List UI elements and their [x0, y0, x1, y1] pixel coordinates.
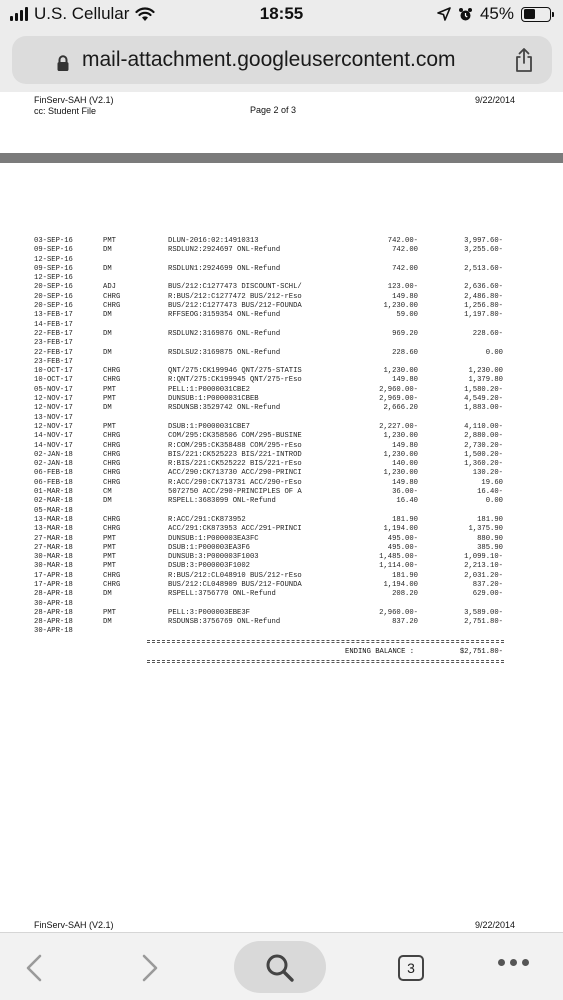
table-row	[0, 525, 563, 534]
row-type: CHRG	[103, 441, 121, 450]
battery-icon	[521, 7, 551, 22]
row-amount: 1,194.00	[383, 580, 418, 589]
table-row	[0, 535, 563, 544]
row-balance: 1,197.80-	[464, 311, 503, 320]
row-date: 22-FEB-17	[34, 329, 73, 338]
row-amount: 1,485.00-	[379, 553, 418, 562]
table-row	[0, 581, 563, 590]
double-rule-top	[147, 640, 504, 641]
row-balance: 1,375.90	[468, 525, 503, 534]
row-balance: 1,256.80-	[464, 302, 503, 311]
table-row	[0, 321, 563, 330]
row-date: 05-MAR-18	[34, 506, 73, 515]
row-date: 20-SEP-16	[34, 283, 73, 292]
alarm-icon	[458, 7, 473, 22]
table-row	[0, 553, 563, 562]
row-balance: 1,360.20-	[464, 460, 503, 469]
table-row	[0, 302, 563, 311]
table-row	[0, 590, 563, 599]
battery-level	[524, 9, 535, 19]
row-balance: 2,751.80-	[464, 618, 503, 627]
doc-app-name: FinServ-SAH (V2.1)	[34, 95, 114, 105]
row-balance: 1,230.00	[468, 367, 503, 376]
table-row	[0, 479, 563, 488]
table-row	[0, 330, 563, 339]
row-description: R:BUS/212:C1277472 BUS/212-rEso	[168, 292, 302, 301]
row-balance: 19.60	[481, 478, 503, 487]
row-description: RSDLUN2:2924697 ONL-Refund	[168, 246, 281, 255]
table-row	[0, 460, 563, 469]
row-amount: 742.00	[392, 246, 418, 255]
status-right	[437, 4, 551, 24]
row-date: 30-MAR-18	[34, 553, 73, 562]
doc-footer-app-name: FinServ-SAH (V2.1)	[34, 920, 114, 930]
double-rule-top-2	[147, 642, 504, 643]
row-amount: 742.00	[392, 264, 418, 273]
row-description: DUNSUB:1:P0000031CBEB	[168, 395, 259, 404]
row-description: DLUN-2016:02:14910313	[168, 237, 259, 245]
row-amount: 2,969.00-	[379, 395, 418, 404]
doc-page-number: Page 2 of 3	[250, 105, 297, 115]
double-rule-bottom-2	[147, 662, 504, 663]
row-amount: 123.00-	[387, 283, 418, 292]
row-type: DM	[103, 264, 112, 273]
row-description: BUS/212:CL048909 BUS/212-FOUNDA	[168, 580, 302, 589]
row-type: PMT	[103, 395, 116, 404]
row-type: PMT	[103, 237, 116, 245]
row-amount: 149.80	[392, 376, 418, 385]
pdf-document[interactable]	[0, 92, 563, 932]
doc-date: 9/22/2014	[474, 95, 515, 105]
row-date: 12-SEP-16	[34, 255, 73, 264]
location-arrow-icon	[437, 7, 451, 21]
row-date: 09-SEP-16	[34, 264, 73, 273]
row-balance: 130.20-	[472, 469, 503, 478]
row-description: BIS/221:CK525223 BIS/221-INTROD	[168, 450, 302, 459]
row-amount: 181.90	[392, 571, 418, 580]
row-balance: 2,213.10-	[464, 562, 503, 571]
row-type: DM	[103, 497, 112, 506]
row-balance: 2,636.60-	[464, 283, 503, 292]
row-date: 17-APR-18	[34, 580, 73, 589]
row-balance: 1,099.10-	[464, 553, 503, 562]
chevron-left-icon[interactable]	[22, 953, 48, 983]
row-amount: 149.80	[392, 292, 418, 301]
row-date: 23-FEB-17	[34, 357, 73, 366]
row-date: 27-MAR-18	[34, 534, 73, 543]
row-date: 09-SEP-16	[34, 246, 73, 255]
row-amount: 228.60	[392, 348, 418, 357]
row-type: DM	[103, 329, 112, 338]
row-date: 20-SEP-16	[34, 292, 73, 301]
table-row	[0, 507, 563, 516]
row-type: PMT	[103, 422, 116, 431]
row-description: RSDLUN1:2924699 ONL-Refund	[168, 264, 281, 273]
tabs-button[interactable]: 3	[398, 955, 424, 981]
row-type: DM	[103, 618, 112, 627]
row-amount: 1,230.00	[383, 367, 418, 376]
row-description: PELL:1:P0000031CBE2	[168, 385, 250, 394]
table-row	[0, 600, 563, 609]
row-amount: 208.20	[392, 590, 418, 599]
row-description: R:ACC/290:CK713731 ACC/290-rEso	[168, 478, 302, 487]
row-type: PMT	[103, 534, 116, 543]
row-balance: 228.60-	[472, 329, 503, 338]
row-date: 01-MAR-18	[34, 488, 73, 497]
row-amount: 181.90	[392, 515, 418, 524]
row-amount: 2,666.20	[383, 404, 418, 413]
battery-percent: 45%	[479, 4, 514, 23]
address-bar[interactable]	[12, 36, 552, 84]
table-row	[0, 488, 563, 497]
row-balance: 0.00	[485, 497, 503, 506]
ending-balance-label: ENDING BALANCE :	[345, 648, 415, 656]
row-description: COM/295:CK358506 COM/295-BUSINE	[168, 432, 302, 441]
row-description: R:BUS/212:CL048910 BUS/212-rEso	[168, 571, 302, 580]
table-row	[0, 376, 563, 385]
table-row	[0, 283, 563, 292]
row-amount: 36.00-	[392, 488, 418, 497]
row-description: RSPELL:3683099 ONL-Refund	[168, 497, 276, 506]
row-date: 05-NOV-17	[34, 385, 73, 394]
search-button[interactable]	[234, 941, 326, 993]
share-icon[interactable]	[514, 47, 534, 73]
row-date: 30-MAR-18	[34, 562, 73, 571]
row-date: 13-MAR-18	[34, 515, 73, 524]
row-balance: 16.40-	[477, 488, 503, 497]
row-description: R:QNT/275:CK199945 QNT/275-rEso	[168, 376, 302, 385]
table-row	[0, 367, 563, 376]
row-balance: 2,730.20-	[464, 441, 503, 450]
row-description: DUNSUB:3:P000003F1003	[168, 553, 259, 562]
table-row	[0, 293, 563, 302]
url-text[interactable]: mail-attachment.googleusercontent.com	[82, 48, 456, 71]
row-date: 10-OCT-17	[34, 376, 73, 385]
row-date: 30-APR-18	[34, 627, 73, 636]
row-balance: 1,500.20-	[464, 450, 503, 459]
lock-icon	[56, 55, 70, 72]
row-date: 12-NOV-17	[34, 395, 73, 404]
row-date: 13-MAR-18	[34, 525, 73, 534]
table-row	[0, 358, 563, 367]
row-description: 5072750 ACC/290-PRINCIPLES OF A	[168, 488, 302, 497]
row-description: DUNSUB:1:P000003EA3FC	[168, 534, 259, 543]
row-amount: 742.00-	[387, 237, 418, 245]
row-date: 10-OCT-17	[34, 367, 73, 376]
table-row	[0, 246, 563, 255]
table-row	[0, 386, 563, 395]
transaction-table	[0, 237, 563, 637]
row-description: RSDLUN2:3169876 ONL-Refund	[168, 329, 281, 338]
row-amount: 140.00	[392, 460, 418, 469]
browser-address-area	[0, 30, 563, 92]
row-amount: 59.00	[396, 311, 418, 320]
table-row	[0, 544, 563, 553]
row-type: DM	[103, 246, 112, 255]
ending-balance-value: $2,751.80-	[459, 648, 503, 656]
status-bar	[0, 0, 563, 30]
row-type: CHRG	[103, 460, 121, 469]
row-description: RSPELL:3756770 ONL-Refund	[168, 590, 276, 599]
row-balance: 880.90	[477, 534, 503, 543]
row-amount: 2,960.00-	[379, 385, 418, 394]
row-amount: 837.20	[392, 618, 418, 627]
row-amount: 1,230.00	[383, 432, 418, 441]
row-amount: 495.00-	[387, 534, 418, 543]
row-amount: 2,227.00-	[379, 422, 418, 431]
table-row	[0, 256, 563, 265]
row-description: DSUB:3:P000003F1002	[168, 562, 250, 571]
row-date: 13-NOV-17	[34, 413, 73, 422]
row-description: RSDLSU2:3169875 ONL-Refund	[168, 348, 281, 357]
doc-footer-date: 9/22/2014	[474, 920, 515, 930]
table-row	[0, 237, 563, 246]
row-description: R:BIS/221:CK525222 BIS/221-rEso	[168, 460, 302, 469]
doc-cc: cc: Student File	[34, 106, 97, 116]
row-type: DM	[103, 348, 112, 357]
search-icon	[264, 952, 296, 984]
row-date: 02-JAN-18	[34, 460, 73, 469]
row-description: BUS/212:C1277473 DISCOUNT-SCHL/	[168, 283, 302, 292]
row-amount: 1,230.00	[383, 469, 418, 478]
table-row	[0, 627, 563, 636]
table-row	[0, 497, 563, 506]
row-amount: 495.00-	[387, 543, 418, 552]
row-type: CHRG	[103, 525, 121, 534]
row-date: 14-FEB-17	[34, 320, 73, 329]
row-amount: 2,960.00-	[379, 608, 418, 617]
row-date: 17-APR-18	[34, 571, 73, 580]
row-balance: 3,255.60-	[464, 246, 503, 255]
row-type: DM	[103, 311, 112, 320]
row-type: ADJ	[103, 283, 116, 292]
row-date: 12-SEP-16	[34, 274, 73, 283]
row-balance: 4,110.00-	[464, 422, 503, 431]
table-row	[0, 274, 563, 283]
row-balance: 0.00	[485, 348, 503, 357]
row-balance: 3,589.00-	[464, 608, 503, 617]
table-row	[0, 562, 563, 571]
row-balance: 837.20-	[472, 580, 503, 589]
row-date: 27-MAR-18	[34, 543, 73, 552]
row-date: 12-NOV-17	[34, 404, 73, 413]
row-type: DM	[103, 590, 112, 599]
row-date: 14-NOV-17	[34, 432, 73, 441]
row-type: PMT	[103, 385, 116, 394]
browser-toolbar	[0, 932, 563, 1000]
row-date: 28-APR-18	[34, 590, 73, 599]
row-balance: 1,883.00-	[464, 404, 503, 413]
table-row	[0, 395, 563, 404]
row-type: CHRG	[103, 571, 121, 580]
row-type: CHRG	[103, 376, 121, 385]
row-type: CHRG	[103, 302, 121, 311]
row-date: 06-FEB-18	[34, 478, 73, 487]
row-balance: 2,513.60-	[464, 264, 503, 273]
chevron-right-icon[interactable]	[136, 953, 162, 983]
table-row	[0, 414, 563, 423]
row-amount: 16.40	[396, 497, 418, 506]
row-description: RFFSEOG:3159354 ONL-Refund	[168, 311, 281, 320]
more-dots-icon[interactable]	[498, 959, 529, 966]
table-row	[0, 618, 563, 627]
row-balance: 1,580.20-	[464, 385, 503, 394]
row-amount: 149.80	[392, 478, 418, 487]
table-row	[0, 349, 563, 358]
row-date: 14-NOV-17	[34, 441, 73, 450]
row-type: CHRG	[103, 515, 121, 524]
double-rule-bottom	[147, 660, 504, 661]
row-description: DSUB:1:P000003EA3F6	[168, 543, 250, 552]
row-balance: 2,880.00-	[464, 432, 503, 441]
row-description: QNT/275:CK199946 QNT/275-STATIS	[168, 367, 302, 376]
table-row	[0, 265, 563, 274]
row-date: 02-JAN-18	[34, 450, 73, 459]
row-amount: 1,230.00	[383, 302, 418, 311]
row-date: 30-APR-18	[34, 599, 73, 608]
row-type: CHRG	[103, 478, 121, 487]
row-type: DM	[103, 404, 112, 413]
row-type: CHRG	[103, 469, 121, 478]
row-description: ACC/291:CK873953 ACC/291-PRINCI	[168, 525, 302, 534]
row-date: 23-FEB-17	[34, 339, 73, 348]
row-description: R:COM/295:CK358488 COM/295-rEso	[168, 441, 302, 450]
row-type: CHRG	[103, 432, 121, 441]
table-row	[0, 404, 563, 413]
table-row	[0, 423, 563, 432]
row-amount: 1,194.00	[383, 525, 418, 534]
status-time: 18:55	[259, 4, 304, 23]
row-date: 12-NOV-17	[34, 422, 73, 431]
row-date: 06-FEB-18	[34, 469, 73, 478]
table-row	[0, 339, 563, 348]
table-row	[0, 311, 563, 320]
row-balance: 1,379.80	[468, 376, 503, 385]
row-date: 20-SEP-16	[34, 302, 73, 311]
row-balance: 2,031.20-	[464, 571, 503, 580]
row-date: 13-FEB-17	[34, 311, 73, 320]
row-date: 03-SEP-16	[34, 237, 73, 245]
row-date: 22-FEB-17	[34, 348, 73, 357]
table-row	[0, 572, 563, 581]
table-row	[0, 451, 563, 460]
row-type: PMT	[103, 553, 116, 562]
row-date: 28-APR-18	[34, 618, 73, 627]
table-row	[0, 516, 563, 525]
row-amount: 1,114.00-	[379, 562, 418, 571]
row-type: PMT	[103, 543, 116, 552]
carrier-name: U.S. Cellular	[34, 4, 130, 23]
row-description: BUS/212:C1277473 BUS/212-FOUNDA	[168, 302, 302, 311]
row-balance: 4,549.20-	[464, 395, 503, 404]
row-type: CHRG	[103, 450, 121, 459]
row-description: DSUB:1:P0000031CBE7	[168, 422, 250, 431]
row-balance: 2,486.80-	[464, 292, 503, 301]
row-balance: 385.90	[477, 543, 503, 552]
row-description: ACC/290:CK713730 ACC/290-PRINCI	[168, 469, 302, 478]
row-type: CHRG	[103, 580, 121, 589]
row-balance: 3,997.60-	[464, 237, 503, 245]
row-type: CHRG	[103, 367, 121, 376]
page-separator	[0, 153, 563, 163]
row-amount: 149.80	[392, 441, 418, 450]
row-balance: 181.90	[477, 515, 503, 524]
row-type: CM	[103, 488, 112, 497]
row-date: 28-APR-18	[34, 608, 73, 617]
row-type: CHRG	[103, 292, 121, 301]
row-amount: 1,230.00	[383, 450, 418, 459]
table-row	[0, 609, 563, 618]
row-balance: 629.00-	[472, 590, 503, 599]
row-amount: 969.20	[392, 329, 418, 338]
table-row	[0, 469, 563, 478]
table-row	[0, 442, 563, 451]
row-type: PMT	[103, 562, 116, 571]
row-description: RSDUNSB:3756769 ONL-Refund	[168, 618, 281, 627]
table-row	[0, 432, 563, 441]
row-description: R:ACC/291:CK873952	[168, 515, 246, 524]
row-description: RSDUNSB:3529742 ONL-Refund	[168, 404, 281, 413]
row-date: 02-MAR-18	[34, 497, 73, 506]
row-description: PELL:3:P000003EBE3F	[168, 608, 250, 617]
row-type: PMT	[103, 608, 116, 617]
